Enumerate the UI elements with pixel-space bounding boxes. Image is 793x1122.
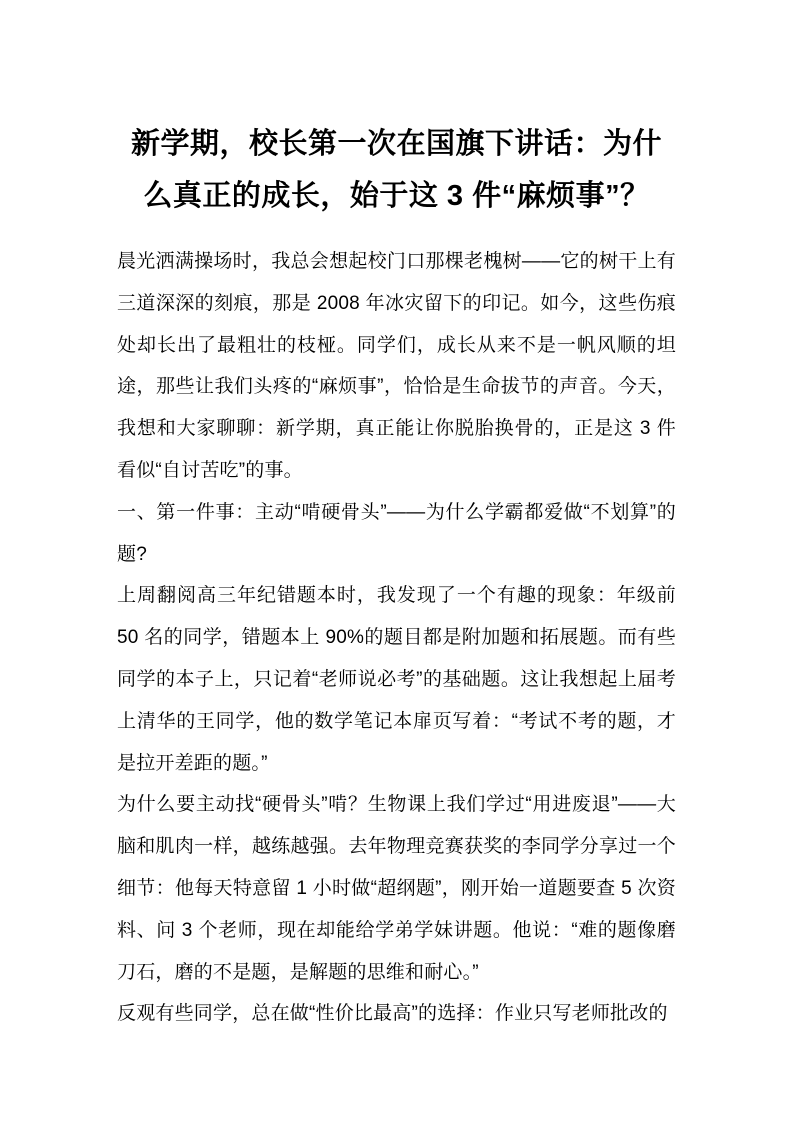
document-title: 新学期，校长第一次在国旗下讲话：为什么真正的成长，始于这 3 件“麻烦事”？ [130,128,662,212]
paragraph-intro: 晨光洒满操场时，我总会想起校门口那棵老槐树——它的树干上有三道深深的刻痕，那是 2008 年冰灾留下的印记。如今，这些伤痕处却长出了最粗壮的枝桠。同学们，成长从来不是一帆风顺的坦途，那些让我们头疼的“麻烦事”，恰恰是生命拔节的声音。今天，我想和大家聊聊：新学期，真正能让你脱胎换骨的，正是这 3 件看似“自讨苦吃”的事。 [117,251,676,481]
paragraph-why-gnaw-hard-bones: 为什么要主动找“硬骨头”啃？生物课上我们学过“用进废退”——大脑和肌肉一样，越练越强。去年物理竞赛获奖的李同学分享过一个细节：他每天特意留 1 小时做“超纲题”，刚开始一道题要查 5 次资料、问 3 个老师，现在却能给学弟学妹讲题。他说：“难的题像磨刀石，磨的不是题，是解题的思维和耐心。” [117,794,676,983]
paragraph-error-notebook-observation: 上周翻阅高三年纪错题本时，我发现了一个有趣的现象：年级前 50 名的同学，错题本上 90%的题目都是附加题和拓展题。而有些同学的本子上，只记着“老师说必考”的基础题。这让我想起上届考上清华的王同学，他的数学笔记本扉页写着：“考试不考的题，才是拉开差距的题。” [117,585,676,774]
section-heading-first-thing: 一、第一件事：主动“啃硬骨头”——为什么学霸都爱做“不划算”的题? [117,501,676,565]
paragraph-contrast-students: 反观有些同学，总在做“性价比最高”的选择：作业只写老师批改的 [117,1003,668,1025]
